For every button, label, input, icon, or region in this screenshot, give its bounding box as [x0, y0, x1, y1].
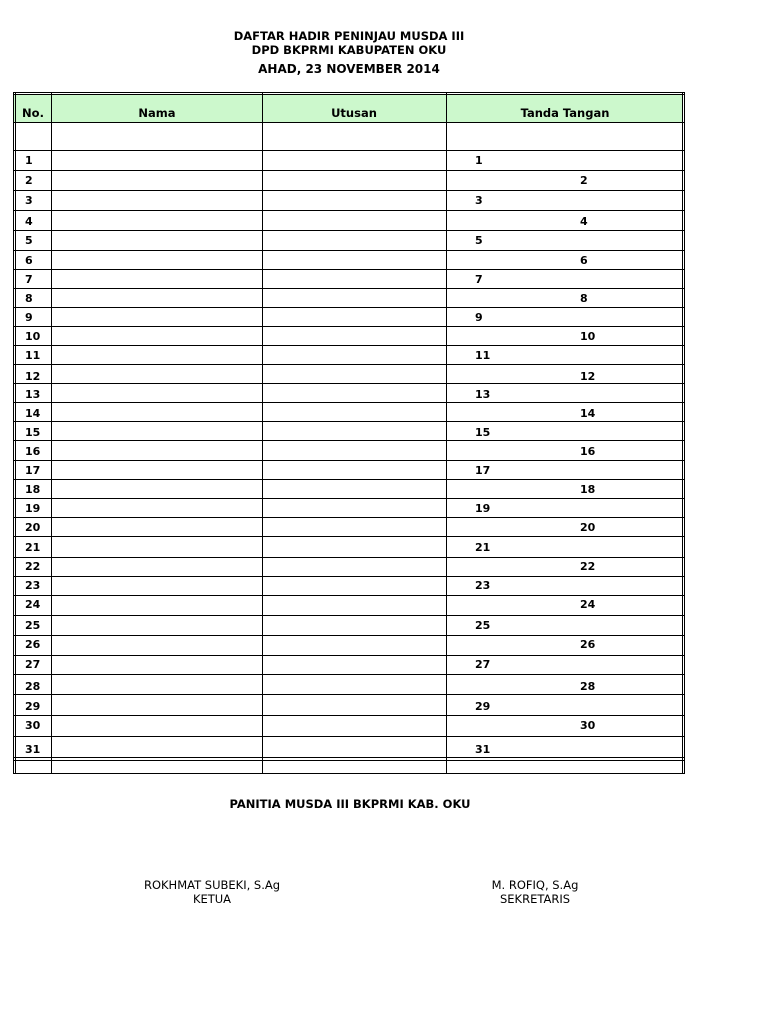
table-horizontal-rule — [13, 615, 685, 616]
signature-number: 31 — [475, 743, 491, 756]
signature-number: 24 — [580, 598, 596, 611]
signature-number: 17 — [475, 464, 491, 477]
table-horizontal-rule — [13, 498, 685, 499]
table-horizontal-rule — [13, 402, 685, 403]
table-horizontal-rule — [13, 760, 685, 761]
table-horizontal-rule — [13, 288, 685, 289]
table-horizontal-rule — [13, 122, 685, 123]
table-horizontal-rule — [13, 250, 685, 251]
signature-number: 5 — [475, 234, 483, 247]
column-header-no: No. — [22, 106, 44, 120]
table-vertical-rule — [682, 92, 683, 773]
signature-number: 27 — [475, 658, 491, 671]
secretary-title: SEKRETARIS — [499, 892, 571, 906]
column-header-utusan: Utusan — [331, 106, 377, 120]
signature-number: 7 — [475, 273, 483, 286]
row-number: 14 — [25, 407, 41, 420]
row-number: 25 — [25, 619, 41, 632]
signature-number: 9 — [475, 311, 483, 324]
row-number: 29 — [25, 700, 41, 713]
table-vertical-rule — [446, 92, 447, 773]
table-horizontal-rule — [13, 694, 685, 695]
row-number: 3 — [25, 194, 33, 207]
column-header-nama: Nama — [138, 106, 176, 120]
signature-number: 12 — [580, 370, 596, 383]
signature-number: 26 — [580, 638, 596, 651]
chairman-name: ROKHMAT SUBEKI, S.Ag — [143, 878, 281, 892]
table-horizontal-rule — [13, 326, 685, 327]
column-header-tanda-tangan: Tanda Tangan — [520, 106, 610, 120]
row-number: 18 — [25, 483, 41, 496]
row-number: 13 — [25, 388, 41, 401]
signature-number: 2 — [580, 174, 588, 187]
table-horizontal-rule — [13, 715, 685, 716]
secretary-signature-block — [470, 878, 600, 906]
table-horizontal-rule — [13, 536, 685, 537]
row-number: 30 — [25, 719, 41, 732]
table-horizontal-rule — [13, 269, 685, 270]
table-horizontal-rule — [13, 345, 685, 346]
table-horizontal-rule — [13, 576, 685, 577]
signature-number: 1 — [475, 154, 483, 167]
table-horizontal-rule — [13, 421, 685, 422]
attendance-table — [13, 92, 685, 773]
row-number: 24 — [25, 598, 41, 611]
row-number: 10 — [25, 330, 41, 343]
signature-number: 10 — [580, 330, 596, 343]
table-horizontal-rule — [13, 479, 685, 480]
row-number: 12 — [25, 370, 41, 383]
table-horizontal-rule — [13, 517, 685, 518]
signature-number: 21 — [475, 541, 491, 554]
signature-number: 11 — [475, 349, 491, 362]
table-horizontal-rule — [13, 364, 685, 365]
row-number: 7 — [25, 273, 33, 286]
table-horizontal-rule — [13, 757, 685, 758]
table-horizontal-rule — [13, 773, 685, 774]
document-date: AHAD, 23 NOVEMBER 2014 — [258, 62, 440, 76]
table-horizontal-rule — [13, 383, 685, 384]
row-number: 23 — [25, 579, 41, 592]
row-number: 21 — [25, 541, 41, 554]
table-horizontal-rule — [13, 635, 685, 636]
signature-number: 16 — [580, 445, 596, 458]
signature-number: 14 — [580, 407, 596, 420]
table-horizontal-rule — [13, 736, 685, 737]
secretary-name: M. ROFIQ, S.Ag — [491, 878, 579, 892]
document-organization: DPD BKPRMI KABUPATEN OKU — [251, 43, 447, 57]
row-number: 2 — [25, 174, 33, 187]
row-number: 15 — [25, 426, 41, 439]
document-title: DAFTAR HADIR PENINJAU MUSDA III — [233, 29, 465, 43]
signature-number: 28 — [580, 680, 596, 693]
signature-number: 19 — [475, 502, 491, 515]
table-horizontal-rule — [13, 170, 685, 171]
chairman-title: KETUA — [192, 892, 232, 906]
signature-number: 20 — [580, 521, 596, 534]
table-horizontal-rule — [13, 307, 685, 308]
table-horizontal-rule — [13, 230, 685, 231]
row-number: 11 — [25, 349, 41, 362]
row-number: 26 — [25, 638, 41, 651]
row-number: 1 — [25, 154, 33, 167]
row-number: 6 — [25, 254, 33, 267]
row-number: 9 — [25, 311, 33, 324]
signature-number: 3 — [475, 194, 483, 207]
signature-number: 15 — [475, 426, 491, 439]
signature-number: 23 — [475, 579, 491, 592]
row-number: 31 — [25, 743, 41, 756]
table-horizontal-rule — [13, 674, 685, 675]
row-number: 5 — [25, 234, 33, 247]
table-horizontal-rule — [13, 460, 685, 461]
table-horizontal-rule — [13, 210, 685, 211]
signature-number: 8 — [580, 292, 588, 305]
row-number: 4 — [25, 215, 33, 228]
signature-number: 29 — [475, 700, 491, 713]
row-number: 16 — [25, 445, 41, 458]
row-number: 28 — [25, 680, 41, 693]
signature-number: 13 — [475, 388, 491, 401]
row-number: 22 — [25, 560, 41, 573]
table-horizontal-rule — [13, 94, 685, 95]
committee-label: PANITIA MUSDA III BKPRMI KAB. OKU — [229, 797, 471, 811]
table-horizontal-rule — [13, 150, 685, 151]
table-horizontal-rule — [13, 595, 685, 596]
row-number: 19 — [25, 502, 41, 515]
table-horizontal-rule — [13, 440, 685, 441]
table-horizontal-rule — [13, 190, 685, 191]
table-vertical-rule — [15, 92, 16, 773]
signature-number: 4 — [580, 215, 588, 228]
signature-number: 30 — [580, 719, 596, 732]
table-horizontal-rule — [13, 92, 685, 93]
signature-number: 6 — [580, 254, 588, 267]
table-horizontal-rule — [13, 655, 685, 656]
row-number: 8 — [25, 292, 33, 305]
table-vertical-rule — [13, 92, 14, 773]
row-number: 27 — [25, 658, 41, 671]
table-vertical-rule — [262, 92, 263, 773]
table-vertical-rule — [684, 92, 685, 773]
signature-number: 25 — [475, 619, 491, 632]
row-number: 20 — [25, 521, 41, 534]
signature-number: 22 — [580, 560, 596, 573]
table-horizontal-rule — [13, 557, 685, 558]
row-number: 17 — [25, 464, 41, 477]
chairman-signature-block — [142, 878, 282, 906]
signature-number: 18 — [580, 483, 596, 496]
